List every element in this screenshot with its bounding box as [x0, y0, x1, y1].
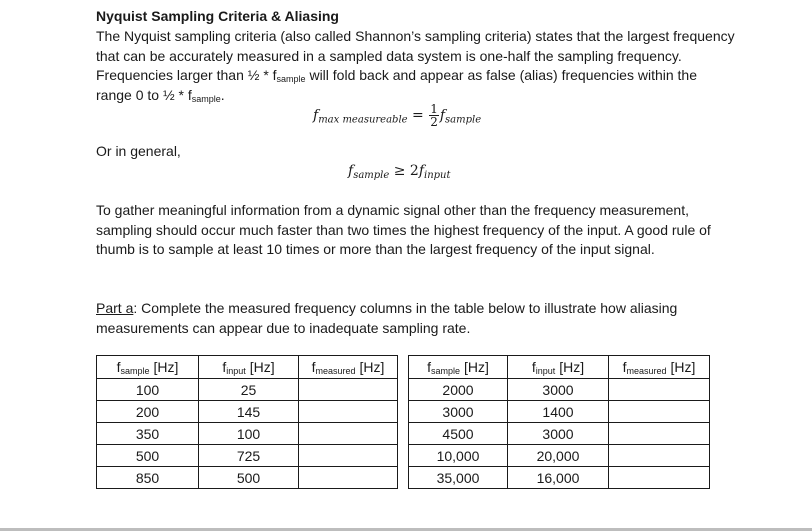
sampling-guidance-paragraph: To gather meaningful information from a dynamic signal other than the frequency measurement, sampling should occur much faster than two times the highest frequency of the input. A good rule of thumb is to sample at least 10 times or more than the largest frequency of the input signal.	[96, 202, 711, 257]
general-equation	[348, 163, 451, 181]
page-title: Nyquist Sampling Criteria & Aliasing	[96, 8, 339, 24]
table-gap	[398, 356, 409, 379]
eq1-frac-den: 2	[430, 115, 438, 129]
table-gap	[398, 423, 409, 445]
cell-sample: 4500	[409, 423, 508, 445]
eq1-rhs-f: f	[439, 107, 446, 124]
table-gap	[398, 467, 409, 489]
cell-input: 3000	[508, 423, 609, 445]
table-gap	[398, 379, 409, 401]
cell-measured[interactable]	[609, 379, 710, 401]
paragraph1-sub-a: sample	[276, 74, 306, 84]
paragraph1-text-c: .	[220, 86, 225, 103]
cell-sample: 10,000	[409, 445, 508, 467]
cell-input: 100	[199, 423, 299, 445]
cell-input: 725	[199, 445, 299, 467]
cell-sample: 2000	[409, 379, 508, 401]
table-row	[97, 467, 710, 489]
cell-measured[interactable]	[299, 423, 398, 445]
cell-sample: 3000	[409, 401, 508, 423]
table-row	[97, 445, 710, 467]
part-a-text: : Complete the measured frequency columns in the table below to illustrate how aliasing measurements can appear due to inadequate sampling rate.	[96, 300, 678, 336]
paragraph1-text-b: will fold back and appear as false (alias) frequencies within the range 0 to ½ * f	[96, 67, 697, 103]
table-row	[97, 379, 710, 401]
cell-sample: 850	[97, 467, 199, 489]
eq1-lhs-f: f	[313, 107, 319, 124]
part-a-label: Part a	[96, 300, 134, 316]
cell-input: 20,000	[508, 445, 609, 467]
eq2-rhs-f: f	[418, 163, 425, 179]
cell-measured[interactable]	[609, 401, 710, 423]
cell-measured[interactable]	[299, 401, 398, 423]
table-row	[97, 401, 710, 423]
part-a-instructions	[96, 299, 736, 338]
cell-sample: 350	[97, 423, 199, 445]
nyquist-equation	[313, 103, 481, 128]
cell-sample: 100	[97, 379, 199, 401]
eq1-equals: =	[412, 107, 424, 124]
cell-input: 3000	[508, 379, 609, 401]
header-f-measured: $f_{measured}$ [Hz]	[299, 356, 398, 379]
table-gap	[398, 445, 409, 467]
aliasing-table	[96, 355, 710, 489]
cell-input: 25	[199, 379, 299, 401]
cell-input: 1400	[508, 401, 609, 423]
eq1-fraction	[429, 103, 439, 128]
table-row	[97, 423, 710, 445]
cell-input: 500	[199, 467, 299, 489]
eq2-lhs-sub: sample	[353, 170, 390, 181]
cell-sample: 500	[97, 445, 199, 467]
cell-measured[interactable]	[609, 423, 710, 445]
cell-measured[interactable]	[299, 467, 398, 489]
eq2-rhs-sub: input	[424, 170, 451, 181]
nyquist-paragraph	[96, 27, 736, 105]
header-f-input: $f_{input}$ [Hz]	[199, 356, 299, 379]
table-header-row	[97, 356, 710, 379]
table-gap	[398, 401, 409, 423]
paragraph1-text-a: The Nyquist sampling criteria (also called Shannon’s sampling criteria) states that the largest frequency that can be accurately measured in a sampled data system is one-half the sampling frequency. Frequencies larger than ½ * f	[96, 28, 735, 83]
eq1-frac-num: 1	[430, 102, 438, 116]
eq1-lhs-sub: max measureable	[318, 114, 408, 126]
general-label: Or in general,	[96, 143, 181, 159]
header-f-input-2: $f_{input}$ [Hz]	[508, 356, 609, 379]
eq2-op: ≥ 2	[393, 163, 419, 179]
cell-sample: 200	[97, 401, 199, 423]
eq2-lhs-f: f	[348, 163, 354, 179]
cell-measured[interactable]	[299, 445, 398, 467]
cell-sample: 35,000	[409, 467, 508, 489]
header-f-measured-2: $f_{measured}$ [Hz]	[609, 356, 710, 379]
cell-measured[interactable]	[609, 445, 710, 467]
cell-measured[interactable]	[299, 379, 398, 401]
header-f-sample: $f_{sample}$ [Hz]	[97, 356, 199, 379]
cell-input: 145	[199, 401, 299, 423]
header-f-sample-2: $f_{sample}$ [Hz]	[409, 356, 508, 379]
cell-input: 16,000	[508, 467, 609, 489]
paragraph1-sub-b: sample	[191, 93, 221, 104]
cell-measured[interactable]	[609, 467, 710, 489]
eq1-rhs-sub: sample	[445, 114, 482, 126]
